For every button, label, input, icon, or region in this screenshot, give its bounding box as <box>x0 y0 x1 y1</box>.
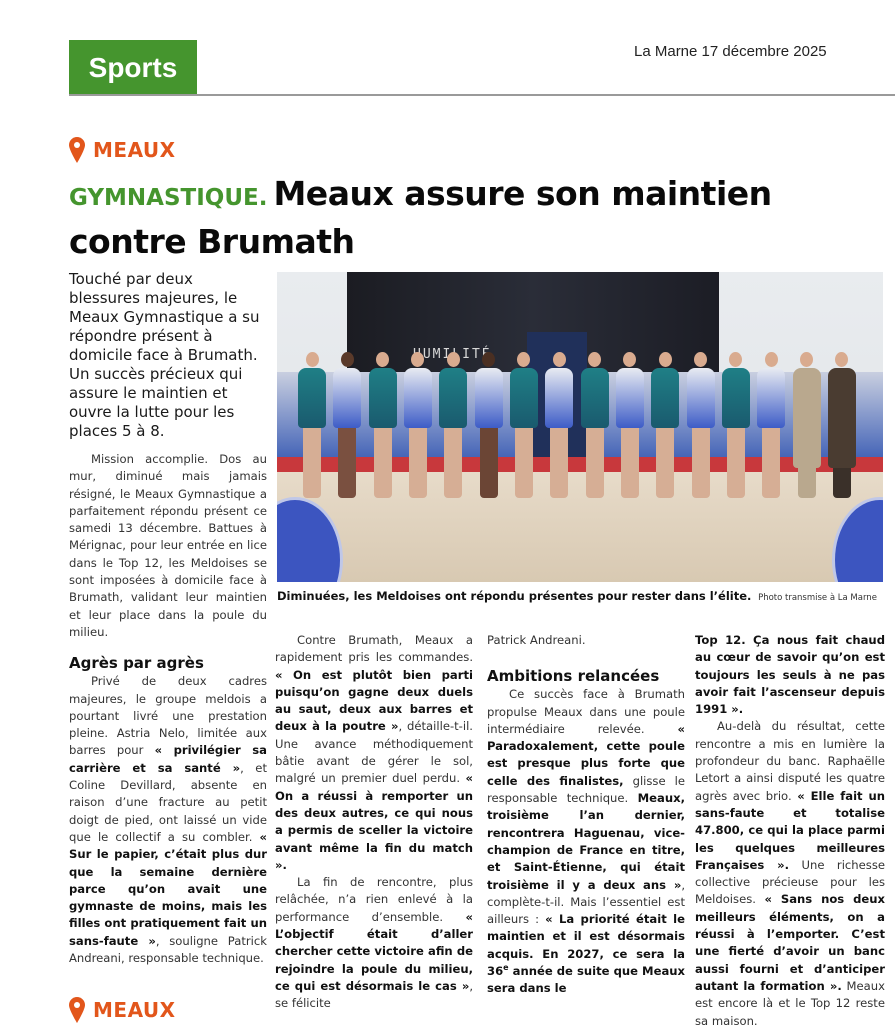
quote: « La priorité était le maintien et il est désormais acquis. En 2027, ce sera la 36e année de suite que Meaux sera dans le <box>487 912 685 996</box>
section-rubric <box>69 40 197 95</box>
article-headline <box>69 172 869 264</box>
photo-credit: Photo transmise à La Marne <box>758 593 877 603</box>
quote: Meaux, troisième l’an dernier, rencontrera Haguenau, vice-champion de France en titre, et Saint-Étienne, qui était troisième il y a deux ans » <box>487 791 685 892</box>
photo-gymnast <box>756 352 786 498</box>
subheading-ambitions: Ambitions relancées <box>487 667 660 686</box>
photo-gymnast <box>297 352 327 498</box>
body-paragraph: Patrick Andreani. <box>487 633 586 647</box>
photo-gymnast <box>438 352 468 498</box>
photo-team-group <box>297 352 857 512</box>
subheading-agres: Agrès par agrès <box>69 654 204 673</box>
photo-gymnast <box>509 352 539 498</box>
headline-title: Meaux assure son maintien contre Brumath <box>69 174 772 261</box>
map-pin-icon <box>69 997 85 1023</box>
photo-gymnast <box>544 352 574 498</box>
caption-text: Diminuées, les Meldoises ont répondu présentes pour rester dans l’élite. <box>277 589 752 603</box>
photo-gymnast <box>721 352 751 498</box>
article-lead: Touché par deux blessures majeures, le Meaux Gymnastique a su répondre présent à domicile face à Brumath. Un succès précieux qui assure le maintien et ouvre la lutte pour les places 5 à 8. <box>69 270 260 440</box>
body-paragraph: Privé de deux cadres majeures, le groupe meldois a pourtant livré une prestation pleine. Astria Nelo, limitée aux barres pour « privilégier sa carrière et sa santé », et Coline Devillard, absente en raison d’une fracture au petit doigt de pied, ont laissé un vide que le collectif a su combler. « Sur le papier, c’était plus dur que la semaine dernière parce qu’on avait une gymnaste de moins, mais les filles ont pratiquement fait un sans-faute », souligne Patrick Andreani, responsable technique. <box>69 674 267 966</box>
photo-coach <box>792 352 822 498</box>
location-label: MEAUX <box>93 998 176 1022</box>
section-rubric-label: Sports <box>88 51 178 83</box>
header-divider <box>69 94 895 96</box>
photo-gymnast <box>474 352 504 498</box>
location-tag-next-article <box>69 997 176 1023</box>
quote: « Paradoxalement, cette poule est presque plus forte que celle des finalistes, <box>487 721 685 788</box>
photo-gymnast <box>650 352 680 498</box>
body-paragraph: Mission accomplie. Dos au mur, diminué mais jamais résigné, le Meaux Gymnastique a parfaitement répondu présent ce samedi 13 décembre. Battues à Mérignac, pour leur entrée en lice dans le Top 12, les Meldoises se sont imposées à domicile face à Brumath, validant leur maintien et leur place dans la poule du milieu. <box>69 452 267 639</box>
dateline: La Marne 17 décembre 2025 <box>634 43 827 60</box>
photo-gymnast <box>368 352 398 498</box>
quote: « On est plutôt bien parti puisqu’on gagne deux duels au saut, deux aux barres et deux à la poutre » <box>275 667 473 734</box>
photo-gymnast <box>580 352 610 498</box>
quote: « Sans nos deux meilleurs éléments, on a réussi à l’emporter. C’est une fierté d’avoir un banc aussi fourni et d’anticiper autant la formation ». <box>695 892 885 993</box>
headline-kicker: GYMNASTIQUE. <box>69 185 268 211</box>
quote: « Sur le papier, c’était plus dur que la semaine dernière parce qu’on avait une gymnaste de moins, mais les filles ont pratiquement fait un sans-faute » <box>69 829 267 948</box>
photo-caption <box>277 589 887 603</box>
body-paragraph <box>695 632 885 718</box>
article-column-1 <box>69 451 267 967</box>
body-paragraph: Contre Brumath, Meaux a rapidement pris les commandes. « On est plutôt bien parti puisqu’on gagne deux duels au saut, deux aux barres et deux à la poutre », détaille-t-il. Une avance méthodiquement bâtie avant de gérer le sol, malgré un premier duel perdu. « On a réussi à remporter un des deux autres, ce qui nous a permis de sceller la victoire avant même la fin du match ». <box>275 633 473 872</box>
article-column-2 <box>275 632 473 1013</box>
photo-gymnast <box>332 352 362 498</box>
photo-gymnast <box>686 352 716 498</box>
photo-gymnast <box>615 352 645 498</box>
map-pin-icon <box>69 137 85 163</box>
article-column-4 <box>695 632 885 1030</box>
photo-gymnast <box>403 352 433 498</box>
article-photo <box>277 272 883 582</box>
quote: « On a réussi à remporter un des deux autres, ce qui nous a permis de sceller la victoire avant même la fin du match ». <box>275 771 473 872</box>
body-paragraph: La fin de rencontre, plus relâchée, n’a rien enlevé à la performance d’ensemble. « L’objectif était d’aller chercher cette victoire afin de rejoindre la poule du milieu, ce qui est désormais le cas », se félicite <box>275 875 473 1011</box>
location-label: MEAUX <box>93 138 176 162</box>
quote: « Elle fait un sans-faute et totalise 47.800, ce qui la place parmi les quelques meilleures Françaises ». <box>695 788 885 872</box>
body-paragraph: Ce succès face à Brumath propulse Meaux dans une poule intermédiaire relevée. « Paradoxalement, cette poule est presque plus forte que celle des finalistes, glisse le responsable technique. Meaux, troisième l’an dernier, rencontrera Haguenau, vice-champion de France en titre, et Saint-Étienne, qui était troisième il y a deux ans », complète-t-il. Mais l’essentiel est ailleurs : « La priorité était le maintien et il est désormais acquis. En 2027, ce sera la 36e année de suite que Meaux sera dans le <box>487 687 685 996</box>
photo-official <box>827 352 857 498</box>
quote: « privilégier sa carrière et sa santé » <box>69 743 267 775</box>
quote: Top 12. Ça nous fait chaud au cœur de savoir qu’on est toujours les seuls à ne pas avoir fait l’ascenseur depuis 1991 ». <box>695 633 885 717</box>
body-paragraph: Au-delà du résultat, cette rencontre a mis en lumière la profondeur du banc. Raphaëlle Letort a ainsi disputé les quatre agrès avec brio. « Elle fait un sans-faute et totalise 47.800, ce qui la place parmi les quelques meilleures Françaises ». Une richesse collective précieuse pour les Meldoises. « Sans nos deux meilleurs éléments, on a réussi à l’emporter. C’est une fierté d’avoir un banc aussi fourni et d’anticiper autant la formation ». Meaux est encore là et le Top 12 reste sa maison. <box>695 719 885 1028</box>
quote: « L’objectif était d’aller chercher cette victoire afin de rejoindre la poule du milieu, ce qui est désormais le cas » <box>275 909 473 993</box>
location-tag <box>69 137 176 163</box>
article-column-3 <box>487 632 685 998</box>
